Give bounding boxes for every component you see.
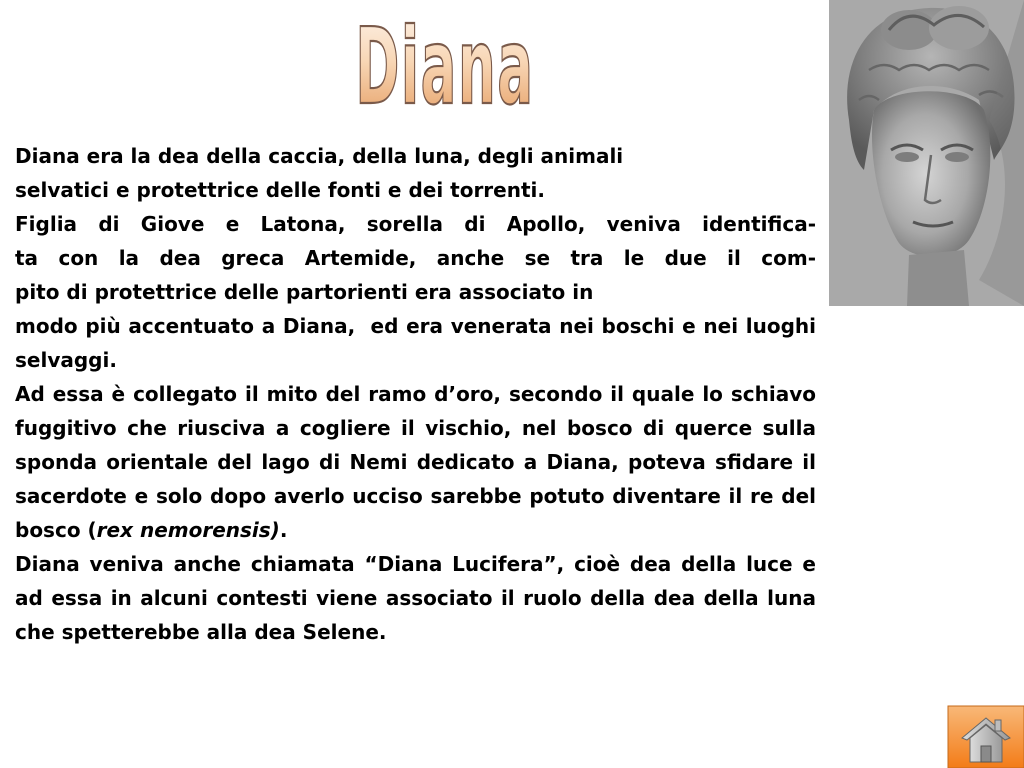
home-icon: [948, 706, 1024, 768]
paragraph-origin-line1: Figlia di Giove e Latona, sorella di Apollo, veniva identifica-: [15, 212, 816, 236]
paragraph-origin-line4: modo più accentuato a Diana, ed era venerata nei boschi e nei luoghi selvaggi.: [15, 314, 823, 372]
rex-nemorensis-text: rex nemorensis): [96, 518, 280, 542]
diana-bust-image: [829, 0, 1024, 306]
page-title: [320, 5, 570, 138]
golden-bough-text: Ad essa è collegato il mito del ramo d’oro, secondo il quale lo schiavo fuggitivo che riusciva a cogliere il vischio, nel bosco di querce sulla sponda orientale del lago di Nemi dedicato a Diana, poteva sfidare il sacerdote e solo dopo averlo ucciso sarebbe potuto diventare il re del bosco (: [15, 382, 823, 542]
paragraph-lucifera: Diana veniva anche chiamata “Diana Lucifera”, cioè dea della luce e ad essa in alcuni contesti viene associato il ruolo della dea della luna che spetterebbe alla dea Selene.: [15, 552, 823, 644]
paragraph-origin-line3: pito di protettrice delle partorienti era associato in: [15, 280, 594, 304]
golden-bough-end: .: [279, 518, 288, 542]
home-button[interactable]: [948, 706, 1024, 768]
paragraph-intro: Diana era la dea della caccia, della luna, degli animali selvatici e protettrice delle fonti e dei torrenti.: [15, 144, 624, 202]
paragraph-golden-bough: [15, 377, 823, 547]
title-wordart: [320, 5, 570, 138]
paragraph-origin-line2: ta con la dea greca Artemide, anche se tra le due il com-: [15, 246, 816, 270]
diana-portrait: [829, 0, 1024, 306]
article-body: [15, 139, 823, 768]
title-text: Diana: [355, 5, 535, 129]
